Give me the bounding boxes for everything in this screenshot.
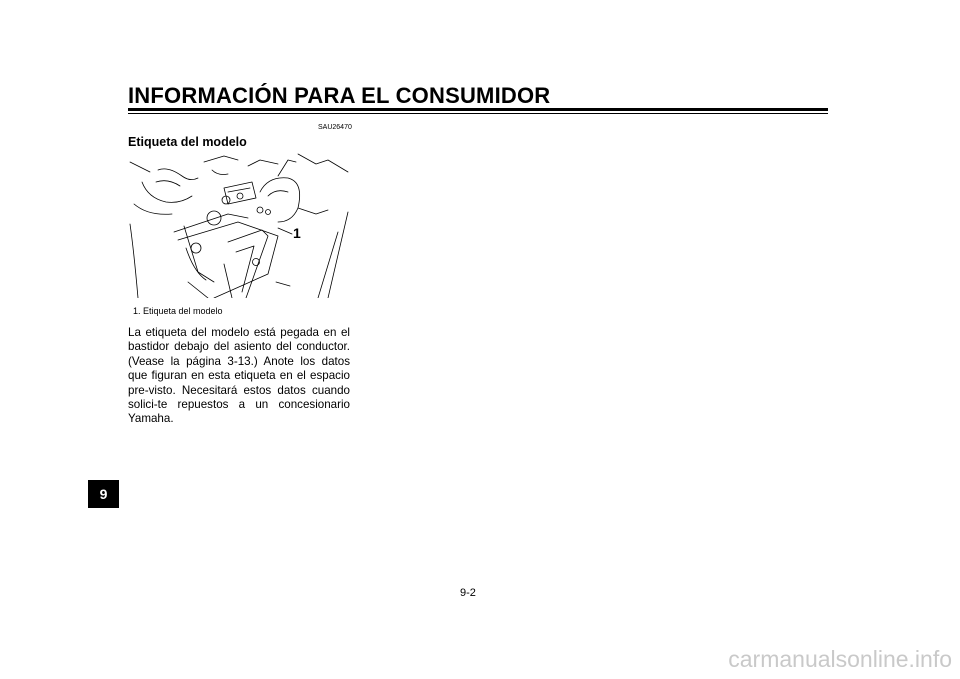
section-code: SAU26470 [318, 124, 352, 131]
body-paragraph: La etiqueta del modelo está pegada en el bastidor debajo del asiento del conductor. (Vease la página 3-13.) Anote los datos que figuran en esta etiqueta en el espacio pre-visto. Necesitará estos datos cuando solici-te repuestos a un concesionario Yamaha. [128, 326, 350, 426]
chapter-tab: 9 [88, 480, 119, 508]
section-heading: Etiqueta del modelo [128, 135, 247, 149]
header-rule-thin [128, 113, 828, 114]
header-rule-thick [128, 108, 828, 111]
figure-callout-number: 1 [293, 225, 301, 241]
model-label-illustration [128, 152, 350, 298]
page-number: 9-2 [460, 587, 476, 599]
page-title: INFORMACIÓN PARA EL CONSUMIDOR [128, 83, 551, 108]
watermark: carmanualsonline.info [728, 646, 952, 672]
figure-caption: 1. Etiqueta del modelo [133, 306, 223, 316]
